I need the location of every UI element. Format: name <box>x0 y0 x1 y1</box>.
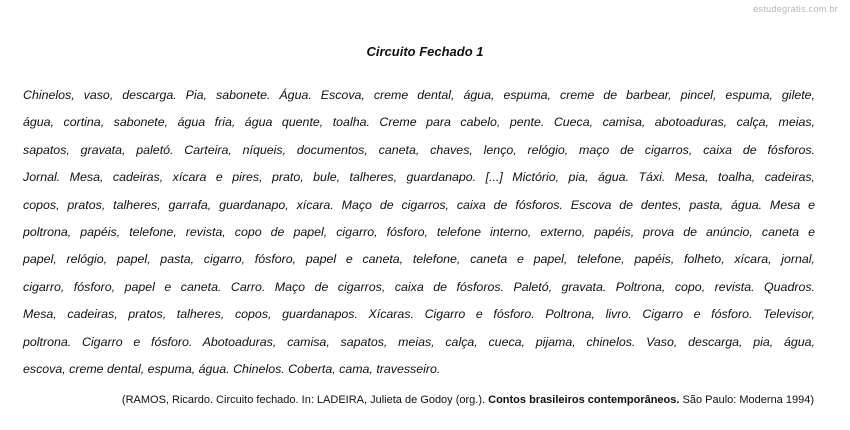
text-line: sapatos, gravata, paletó. Carteira, níqueis, documentos, caneta, chaves, lenço, relógio, maço de cigarros, caixa de fósforos. <box>23 142 815 157</box>
text-line: água, cortina, sabonete, água fria, água quente, toalha. Creme para cabelo, pente. Cueca, camisa, abotoaduras, calça, meias, <box>23 115 815 130</box>
text-line: Mesa, cadeiras, pratos, talheres, copos, guardanapos. Xícaras. Cigarro e fósforo. Poltrona, livro. Cigarro e fósforo. Televisor, <box>23 307 815 322</box>
citation <box>122 394 814 406</box>
text-line: escova, creme dental, espuma, água. Chinelos. Coberta, cama, travesseiro. <box>23 362 441 377</box>
text-line: poltrona, papéis, telefone, revista, copo de papel, cigarro, fósforo, telefone interno, externo, papéis, prova de anúncio, caneta e <box>23 225 815 240</box>
story-text <box>23 82 815 383</box>
page-title: Circuito Fechado 1 <box>366 44 484 59</box>
watermark: estudegratis.com.br <box>753 4 838 14</box>
text-line: Jornal. Mesa, cadeiras, xícara e pires, prato, bule, talheres, guardanapo. [...] Mictório, pia, água. Táxi. Mesa, toalha, cadeiras, <box>23 170 815 185</box>
citation-prefix: (RAMOS, Ricardo. Circuito fechado. In: LADEIRA, Julieta de Godoy (org.). <box>121 394 489 406</box>
text-line: papel, relógio, papel, pasta, cigarro, fósforo, papel e caneta, telefone, caneta e papel, telefone, papéis, folheto, xícara, jornal, <box>23 252 815 267</box>
text-line: cigarro, fósforo, papel e caneta. Carro. Maço de cigarros, caixa de fósforos. Paletó, gravata. Poltrona, copo, revista. Quadros. <box>23 279 815 294</box>
text-line: poltrona. Cigarro e fósforo. Abotoaduras, camisa, sapatos, meias, calça, cueca, pijama, chinelos. Vaso, descarga, pia, água, <box>23 334 815 349</box>
citation-book-title: Contos brasileiros contemporâneos. <box>488 394 680 406</box>
text-line: Chinelos, vaso, descarga. Pia, sabonete. Água. Escova, creme dental, água, espuma, creme de barbear, pincel, espuma, gilete, <box>23 88 815 102</box>
text-line: copos, pratos, talheres, garrafa, guardanapo, xícara. Maço de cigarros, caixa de fósforos. Escova de dentes, pasta, água. Mesa e <box>23 197 815 212</box>
citation-suffix: São Paulo: Moderna 1994) <box>679 394 814 406</box>
